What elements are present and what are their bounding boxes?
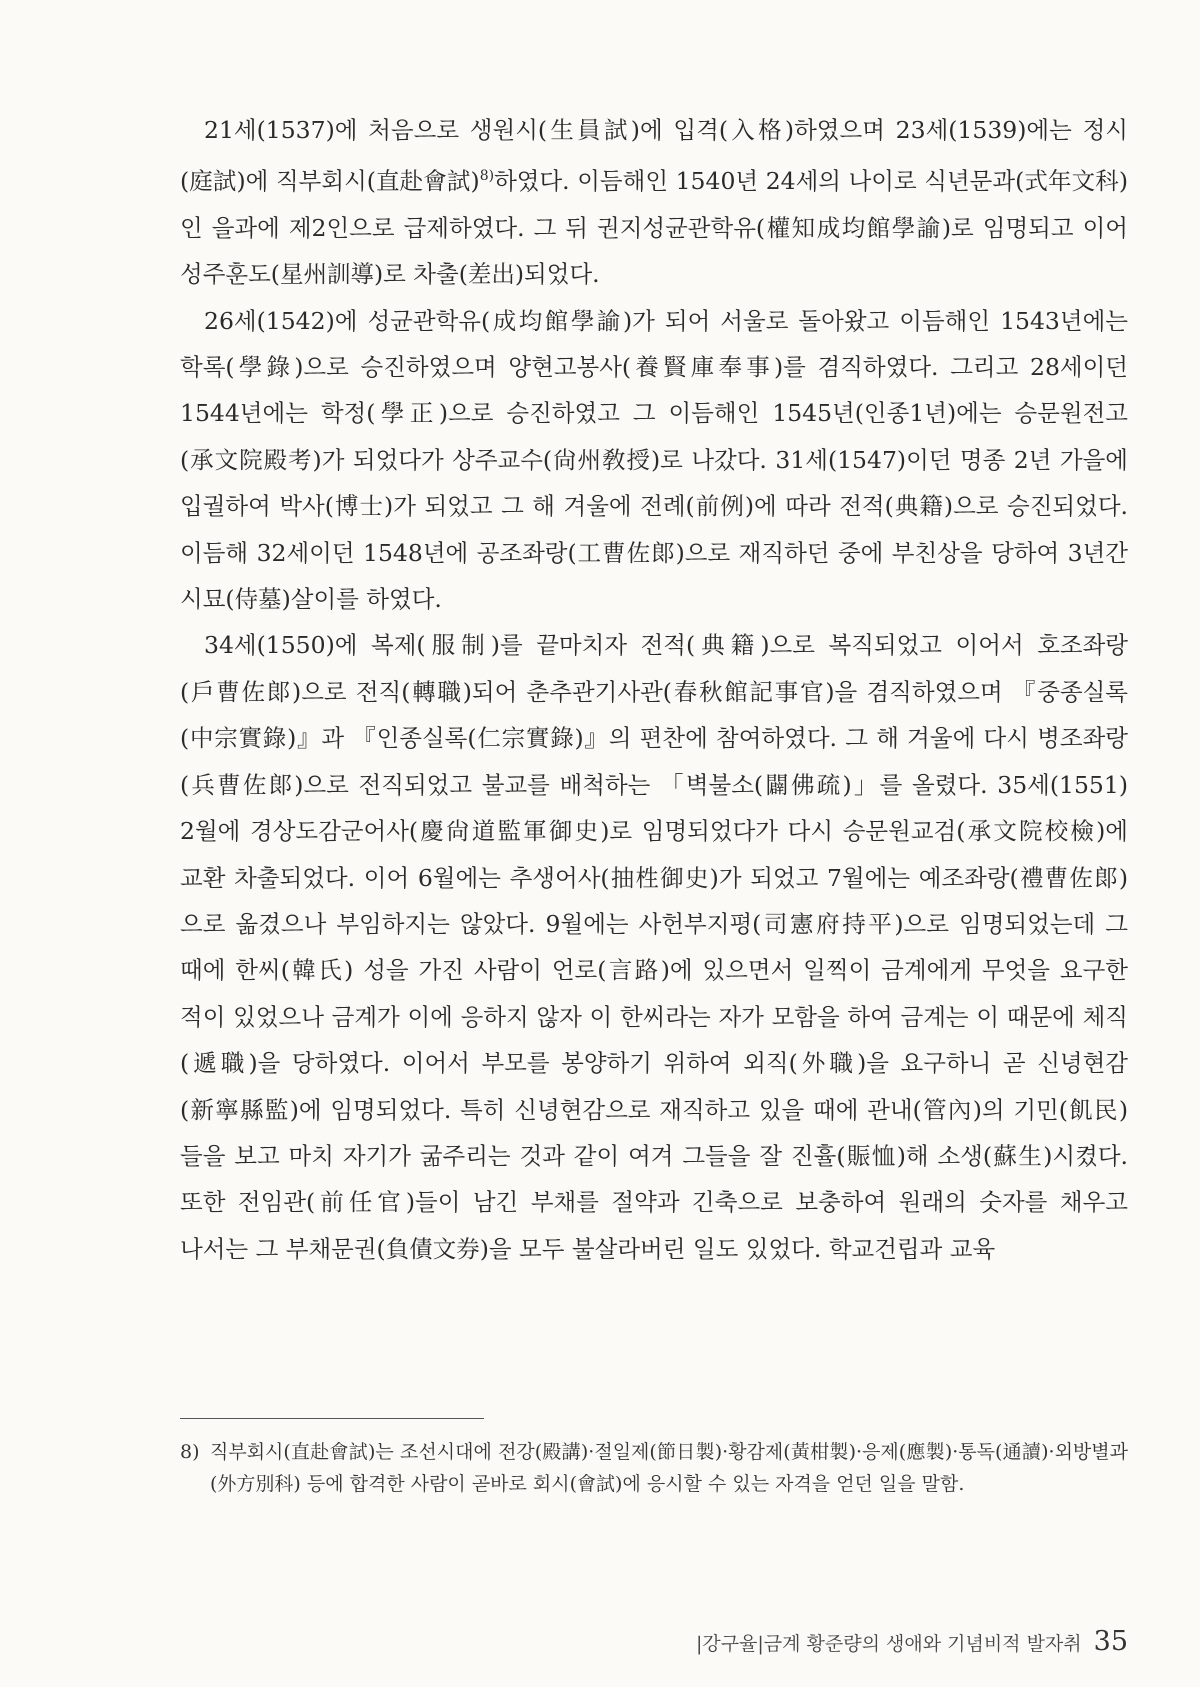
page-number: 35: [1093, 1626, 1128, 1657]
footnote-number: 8): [180, 1441, 200, 1463]
running-title: |강구율|금계 황준량의 생애와 기념비적 발자취: [695, 1633, 1082, 1655]
footnote-divider: [180, 1418, 484, 1419]
running-footer: [696, 1626, 1128, 1657]
paragraph-1-text: 21세(1537)에 처음으로 생원시(生員試)에 입격(入格)하였으며 23세(1539)에는 정시(庭試)에 직부회시(直赴會試): [180, 116, 1128, 196]
paragraph-2: 26세(1542)에 성균관학유(成均館學諭)가 되어 서울로 돌아왔고 이듬해인 1543년에는 학록(學錄)으로 승진하였으며 양현고봉사(養賢庫奉事)를 겸직하였다. 그리고 28세이던 1544년에는 학정(學正)으로 승진하였고 그 이듬해인 1545년(인종1년)에는 승문원전고(承文院殿考)가 되었다가 상주교수(尙州敎授)로 나갔다. 31세(1547)이던 명종 2년 가을에 입궐하여 박사(博士)가 되었고 그 해 겨울에 전례(前例)에 따라 전적(典籍)으로 승진되었다. 이듬해 32세이던 1548년에 공조좌랑(工曹佐郞)으로 재직하던 중에 부친상을 당하여 3년간 시묘(侍墓)살이를 하였다.: [180, 306, 1128, 614]
footnote-text: 직부회시(直赴會試)는 조선시대에 전강(殿講)·절일제(節日製)·황감제(黃柑製)·응제(應製)·통독(通讀)·외방별과(外方別科) 등에 합격한 사람이 곧바로 회시(會試)에 응시할 수 있는 자격을 얻던 일을 말함.: [210, 1441, 1128, 1495]
footnote-8: [180, 1436, 1128, 1500]
paragraph-1-text-continued: 하였다. 이듬해인 1540년 24세의 나이로 식년문과(式年文科)인 을과에 제2인으로 급제하였다. 그 뒤 권지성균관학유(權知成均館學諭)로 임명되고 이어 성주훈도(星州訓導)로 차출(差出)되었다.: [180, 167, 1128, 289]
body-text: [180, 107, 1128, 1272]
footnote-ref-8[interactable]: 8): [479, 168, 495, 185]
paragraph-3: 34세(1550)에 복제(服制)를 끝마치자 전적(典籍)으로 복직되었고 이어서 호조좌랑(戶曹佐郞)으로 전직(轉職)되어 춘추관기사관(春秋館記事官)을 겸직하였으며 『중종실록(中宗實錄)』과 『인종실록(仁宗實錄)』의 편찬에 참여하였다. 그 해 겨울에 다시 병조좌랑(兵曹佐郞)으로 전직되었고 불교를 배척하는 「벽불소(闢佛疏)」를 올렸다. 35세(1551) 2월에 경상도감군어사(慶尙道監軍御史)로 임명되었다가 다시 승문원교검(承文院校檢)에 교환 차출되었다. 이어 6월에는 추생어사(抽栍御史)가 되었고 7월에는 예조좌랑(禮曹佐郞)으로 옮겼으나 부임하지는 않았다. 9월에는 사헌부지평(司憲府持平)으로 임명되었는데 그 때에 한씨(韓氏) 성을 가진 사람이 언로(言路)에 있으면서 일찍이 금계에게 무엇을 요구한 적이 있었으나 금계가 이에 응하지 않자 이 한씨라는 자가 모함을 하여 금계는 이 때문에 체직(遞職)을 당하였다. 이어서 부모를 봉양하기 위하여 외직(外職)을 요구하니 곧 신녕현감(新寧縣監)에 임명되었다. 특히 신녕현감으로 재직하고 있을 때에 관내(管內)의 기민(飢民)들을 보고 마치 자기가 굶주리는 것과 같이 여겨 그들을 잘 진휼(賑恤)해 소생(蘇生)시켰다. 또한 전임관(前任官)들이 남긴 부채를 절약과 긴축으로 보충하여 원래의 숫자를 채우고 나서는 그 부채문권(負債文券)을 모두 불살라버린 일도 있었다. 학교건립과 교육: [180, 631, 1129, 1263]
paragraph-1: [180, 107, 1128, 298]
